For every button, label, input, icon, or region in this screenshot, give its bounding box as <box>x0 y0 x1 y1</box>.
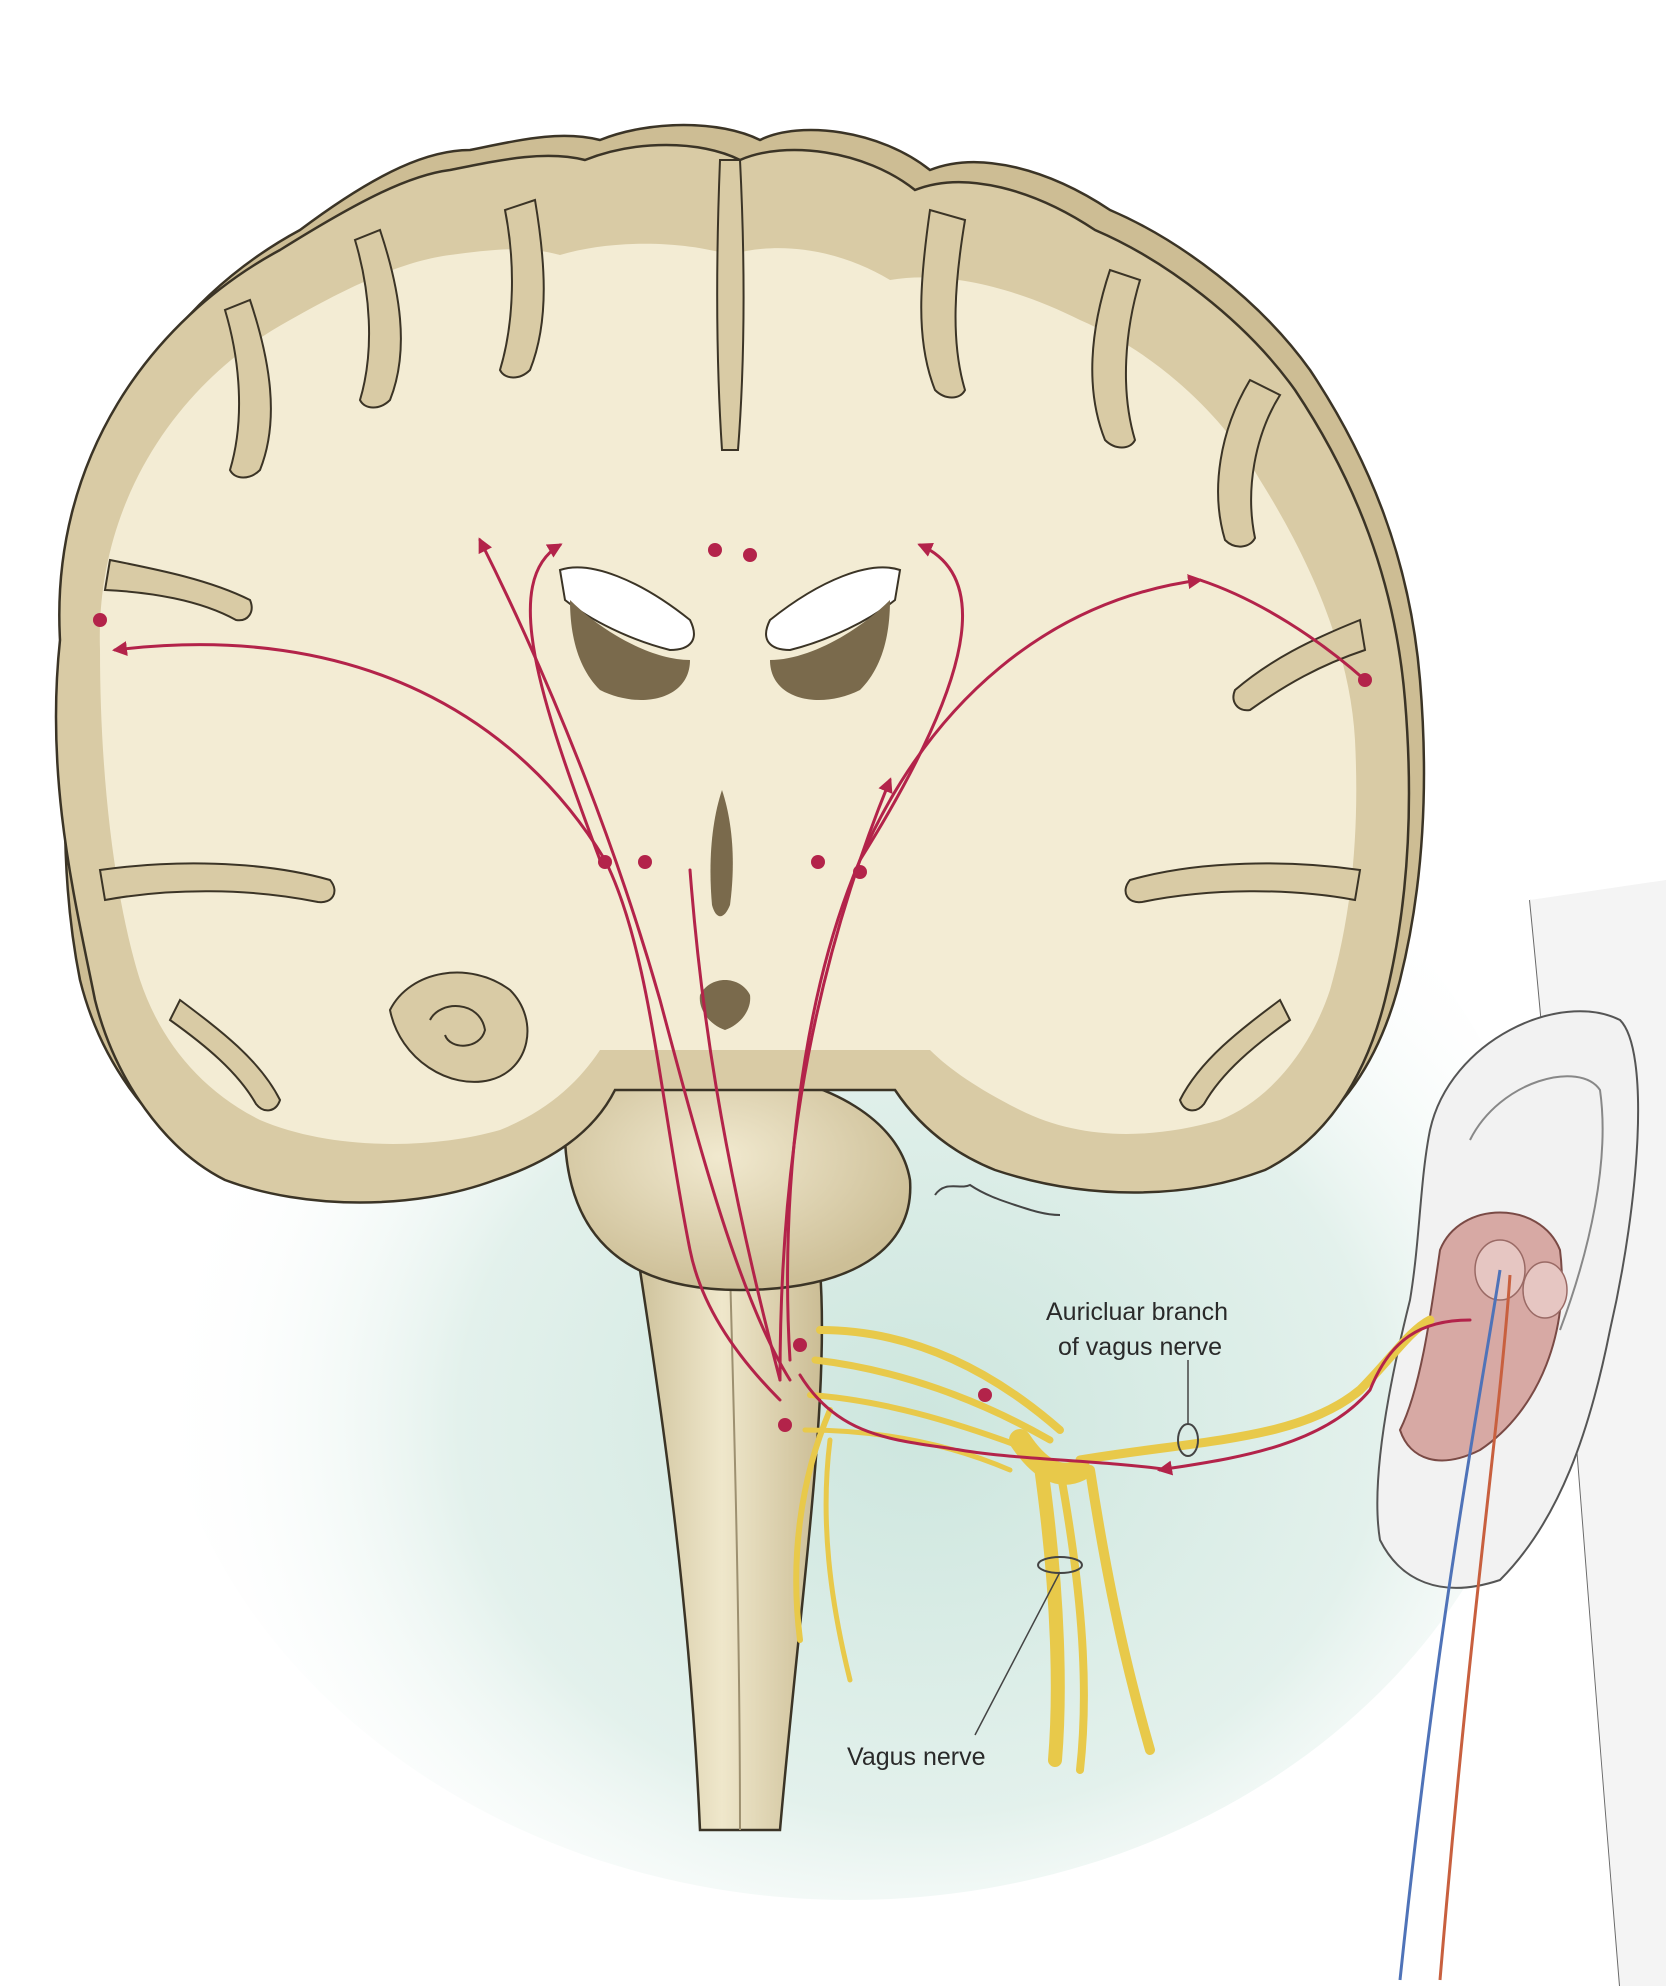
synapse-9 <box>793 1338 807 1352</box>
synapse-2 <box>1358 673 1372 687</box>
vagus-label: Vagus nerve <box>847 1743 986 1771</box>
synapse-1 <box>93 613 107 627</box>
longitudinal-fissure <box>717 160 743 450</box>
synapse-11 <box>978 1388 992 1402</box>
synapse-10 <box>778 1418 792 1432</box>
brain-section <box>56 125 1424 1203</box>
synapse-3 <box>708 543 722 557</box>
concha-highlight-2 <box>1523 1262 1567 1318</box>
synapse-4 <box>743 548 757 562</box>
auricular-label-line1: Auricluar branch <box>1046 1298 1229 1326</box>
synapse-5 <box>598 855 612 869</box>
synapse-6 <box>638 855 652 869</box>
synapse-7 <box>811 855 825 869</box>
synapse-8 <box>853 865 867 879</box>
auricular-label-line2: of vagus nerve <box>1058 1333 1222 1361</box>
